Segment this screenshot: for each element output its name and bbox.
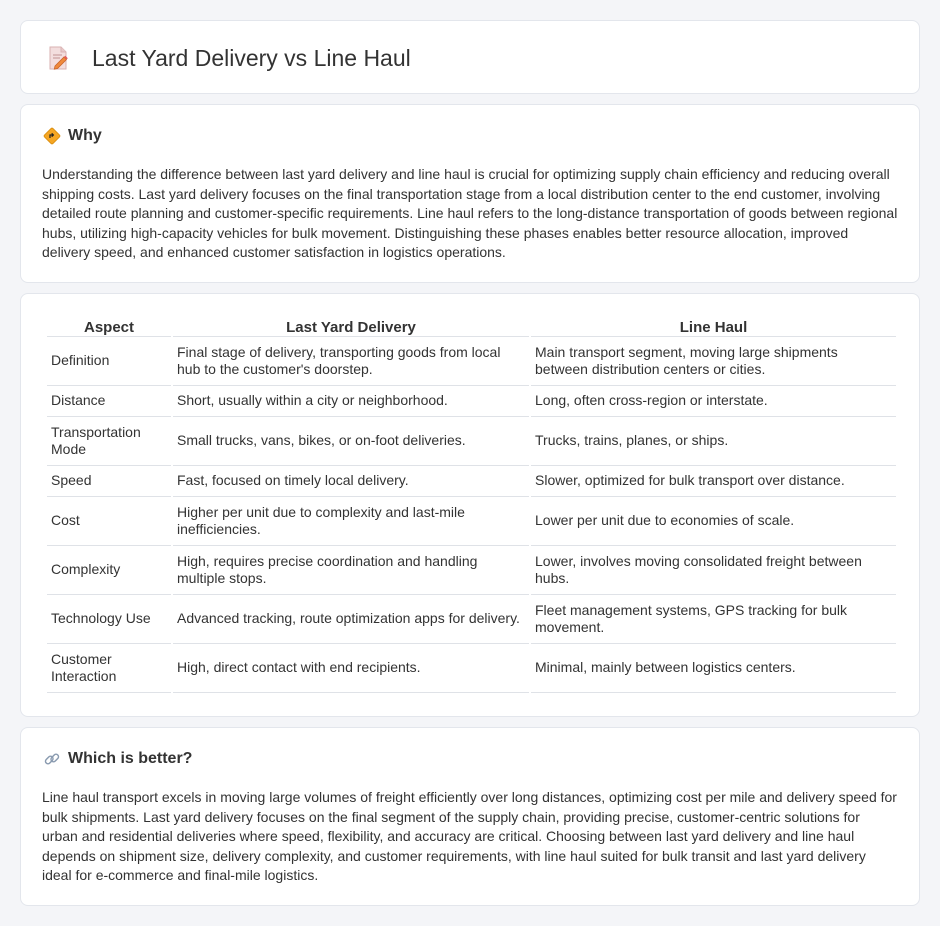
header-last-yard-delivery: Last Yard Delivery [173,317,529,337]
why-heading [43,127,102,145]
line-haul-cell: Main transport segment, moving large shipments between distribution centers or cities. [531,337,896,386]
header-card [20,20,920,94]
why-section [20,104,920,283]
aspect-cell: Speed [47,466,171,497]
table-row [47,417,896,466]
line-haul-cell: Long, often cross-region or interstate. [531,386,896,417]
line-haul-cell: Trucks, trains, planes, or ships. [531,417,896,466]
which-is-better-section [20,727,920,906]
header-line-haul: Line Haul [531,317,896,337]
table-row [47,644,896,693]
line-haul-cell: Lower per unit due to economies of scale. [531,497,896,546]
document-pencil-icon [47,45,69,71]
table-row [47,595,896,644]
aspect-cell: Technology Use [47,595,171,644]
table-header-row [47,317,896,337]
last-yard-cell: Short, usually within a city or neighborhood. [173,386,529,417]
table-row [47,386,896,417]
link-icon [43,750,61,768]
table-row [47,546,896,595]
last-yard-cell: High, direct contact with end recipients. [173,644,529,693]
aspect-cell: Transportation Mode [47,417,171,466]
page-title: Last Yard Delivery vs Line Haul [92,45,411,71]
last-yard-cell: Advanced tracking, route optimization apps for delivery. [173,595,529,644]
aspect-cell: Customer Interaction [47,644,171,693]
last-yard-cell: Higher per unit due to complexity and last-mile inefficiencies. [173,497,529,546]
better-text: Line haul transport excels in moving large volumes of freight efficiently over long distances, optimizing cost per mile and delivery speed for bulk shipments. Last yard delivery focuses on the final segment of the supply chain, providing precise, customer-centric solutions for urban and residential deliveries where speed, flexibility, and accuracy are critical. Choosing between last yard delivery and line haul depends on shipment size, delivery complexity, and customer requirements, with line haul suited for bulk transit and last yard delivery ideal for e-commerce and final-mile logistics. [42,789,897,883]
last-yard-cell: Small trucks, vans, bikes, or on-foot deliveries. [173,417,529,466]
table-row [47,337,896,386]
header-aspect: Aspect [47,317,171,337]
line-haul-cell: Fleet management systems, GPS tracking for bulk movement. [531,595,896,644]
comparison-section [20,293,920,717]
last-yard-cell: Final stage of delivery, transporting goods from local hub to the customer's doorstep. [173,337,529,386]
line-haul-cell: Minimal, mainly between logistics centers. [531,644,896,693]
why-text: Understanding the difference between last yard delivery and line haul is crucial for optimizing supply chain efficiency and reducing overall shipping costs. Last yard delivery focuses on the final transportation stage from a local distribution center to the end customer, involving detailed route planning and customer-specific requirements. Line haul refers to the long-distance transportation of goods between regional hubs, utilizing high-capacity vehicles for bulk movement. Distinguishing these phases enables better resource allocation, improved delivery speed, and enhanced customer satisfaction in logistics operations. [42,166,898,260]
last-yard-cell: Fast, focused on timely local delivery. [173,466,529,497]
aspect-cell: Cost [47,497,171,546]
why-title: Why [68,127,102,144]
comparison-table [45,317,898,693]
aspect-cell: Distance [47,386,171,417]
line-haul-cell: Slower, optimized for bulk transport over distance. [531,466,896,497]
aspect-cell: Definition [47,337,171,386]
better-title: Which is better? [68,750,193,767]
line-haul-cell: Lower, involves moving consolidated freight between hubs. [531,546,896,595]
better-heading [43,750,192,768]
table-row [47,466,896,497]
aspect-cell: Complexity [47,546,171,595]
road-sign-icon [43,127,61,145]
last-yard-cell: High, requires precise coordination and handling multiple stops. [173,546,529,595]
table-row [47,497,896,546]
